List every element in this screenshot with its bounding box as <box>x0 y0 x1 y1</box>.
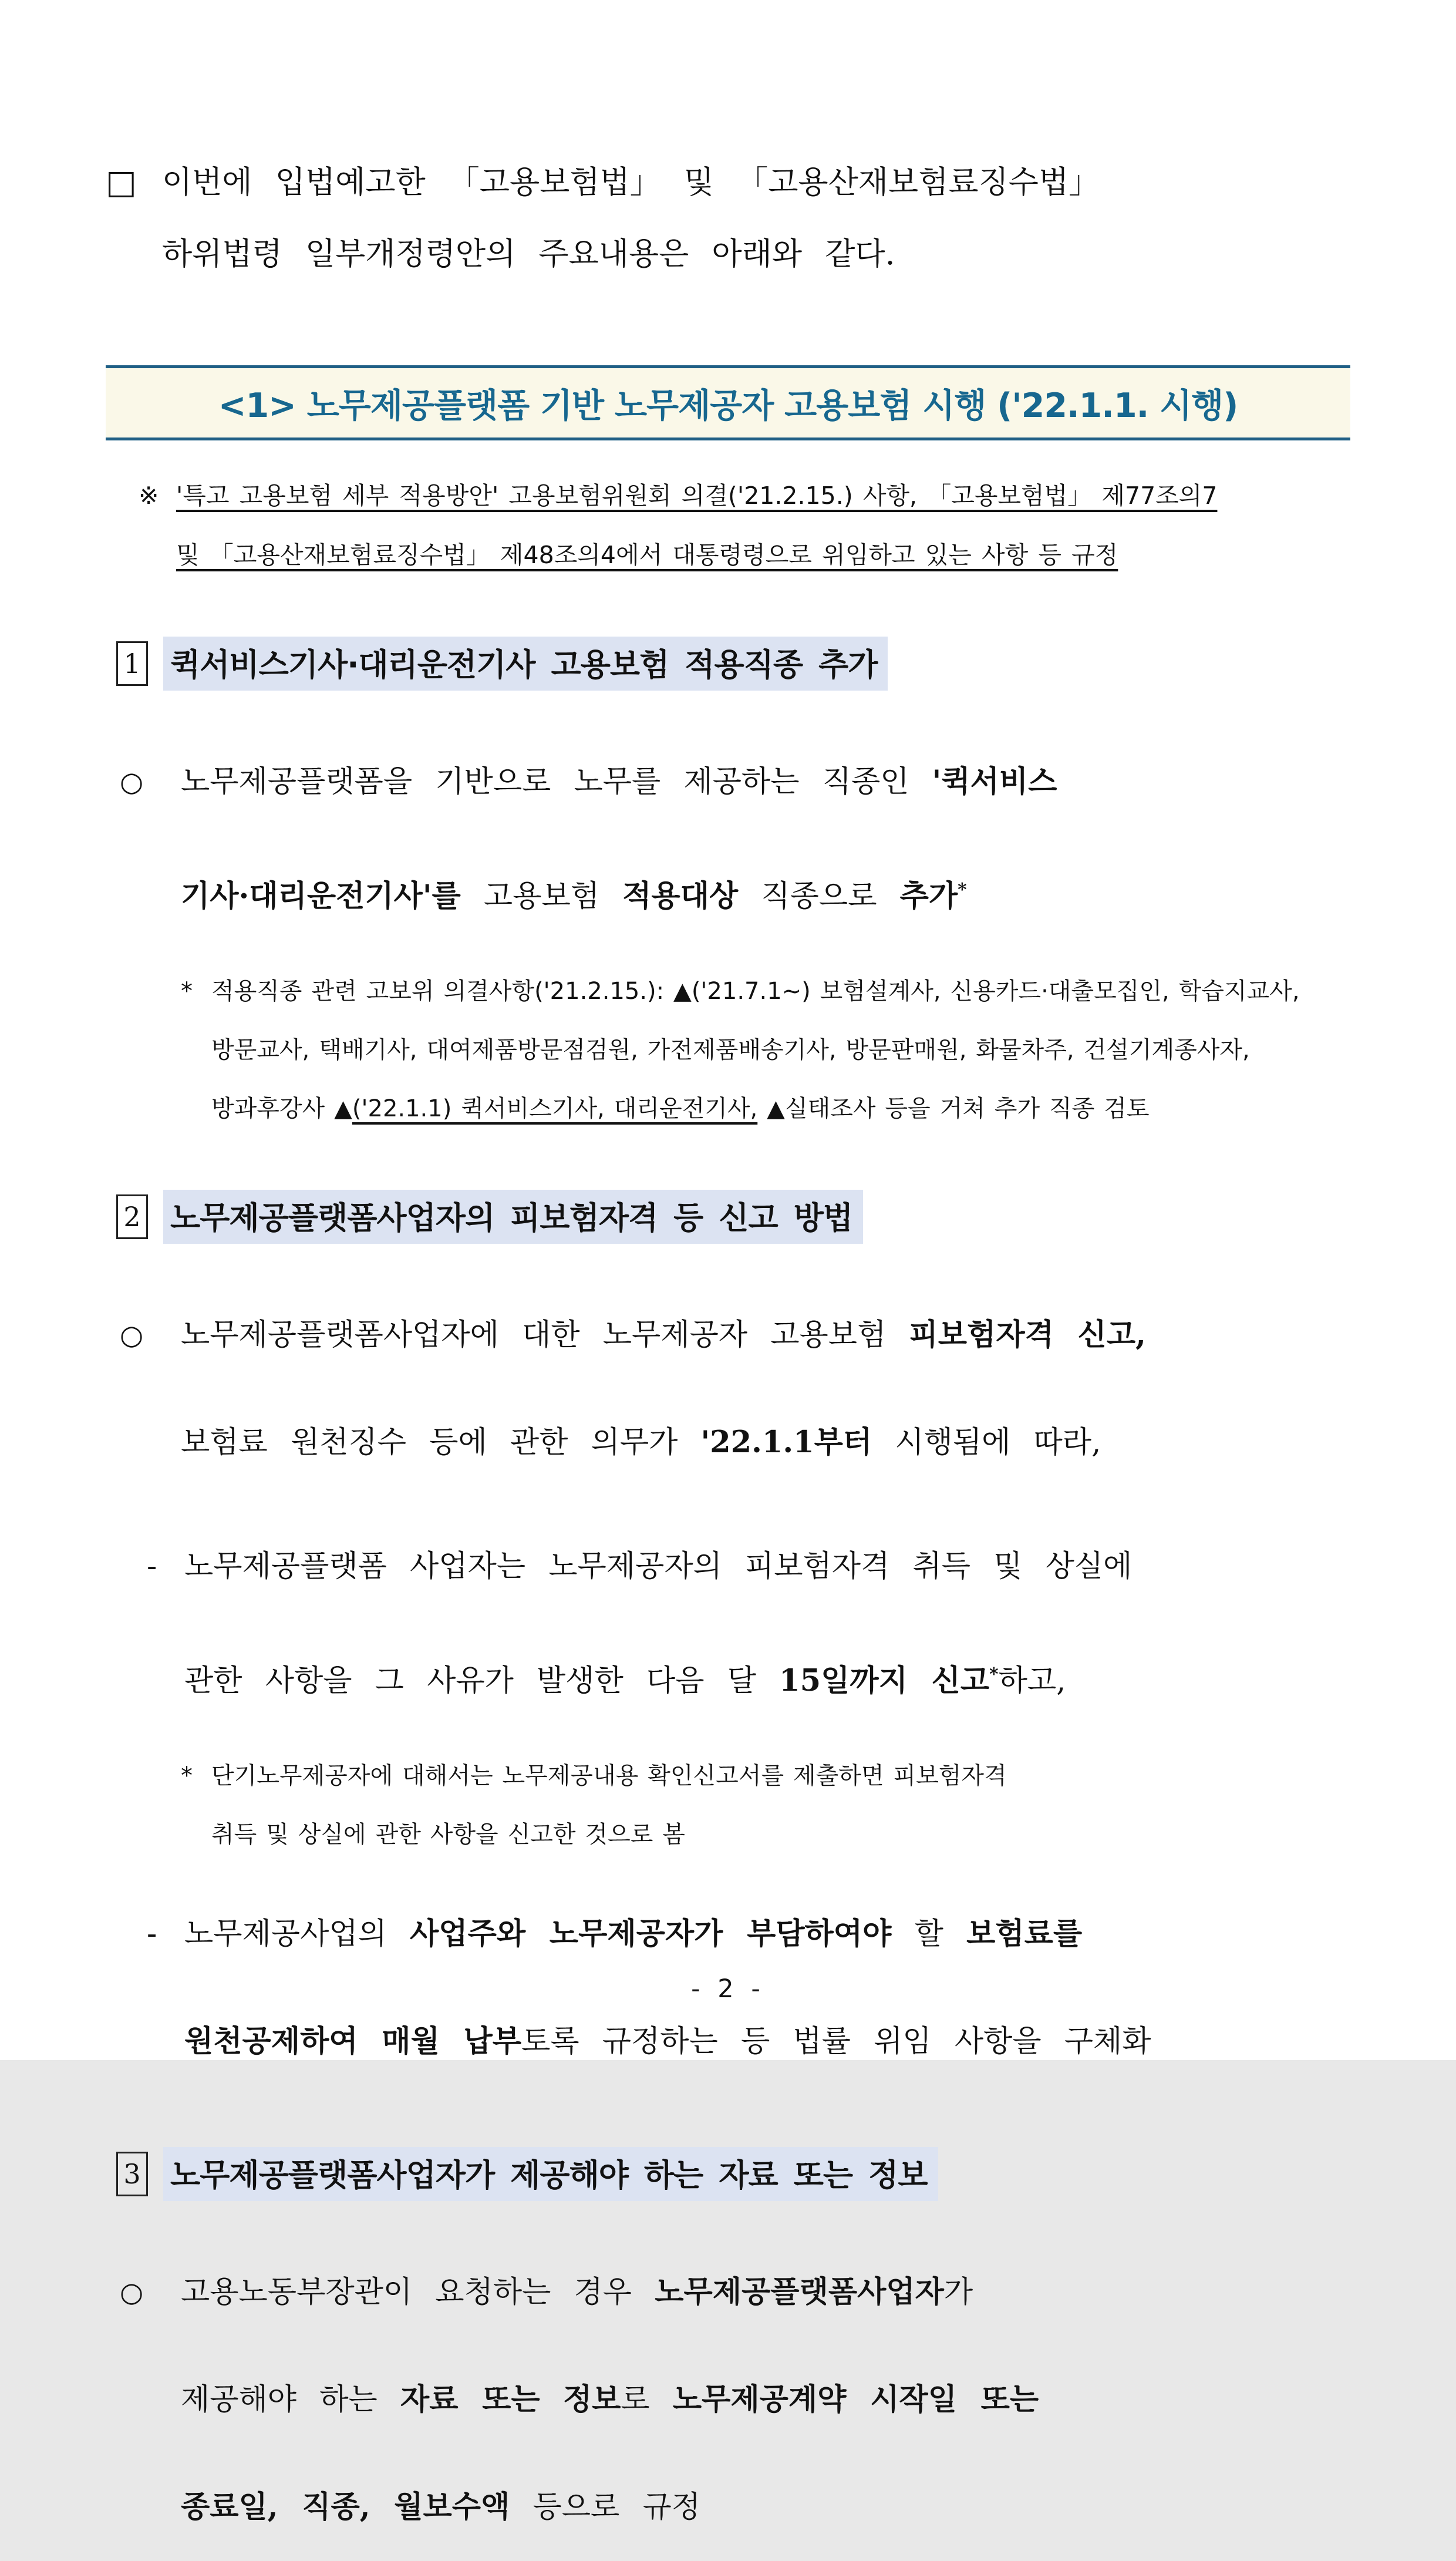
item-2-header <box>106 1190 1350 1244</box>
item-2-paragraph-text: 노무제공플랫폼사업자에 대한 노무제공자 고용보험 피보험자격 신고, 보험료 원천징수 등에 관한 의무가 '22.1.1부터 시행됨에 따라, <box>181 1317 1146 1460</box>
asterisk-icon: * <box>181 978 193 1005</box>
item-1-title: 퀵서비스기사·대리운전기사 고용보험 적용직종 추가 <box>163 637 888 691</box>
section-note-text: '특고 고용보험 세부 적용방안' 고용보험위원회 의결('21.2.15.) 사항, 「고용보험법」 제77조의7 및 「고용산재보험료징수법」 제48조의4에서 대통령령으로 위임하고 있는 사항 등 규정 <box>176 482 1218 569</box>
item-3-number-box: 3 <box>116 2152 148 2196</box>
item-2-sub-paragraph-1 <box>106 1513 1350 1735</box>
item-1-paragraph-text: 노무제공플랫폼을 기반으로 노무를 제공하는 직종인 '퀵서비스 기사·대리운전기사'를 고용보험 적용대상 직종으로 추가* <box>181 764 1057 914</box>
item-1-paragraph <box>106 728 1350 950</box>
item-2-number-box: 2 <box>116 1194 148 1239</box>
item-2-footnote <box>106 1746 1350 1864</box>
circle-bullet-icon: ○ <box>120 1319 144 1351</box>
section-note <box>106 466 1350 585</box>
dash-bullet-icon: - <box>147 1917 157 1951</box>
square-bullet-icon: □ <box>106 163 137 201</box>
reference-mark-icon: ※ <box>139 482 159 510</box>
item-3-header <box>106 2147 1350 2201</box>
item-3-paragraph <box>106 2239 1350 2561</box>
item-2-title: 노무제공플랫폼사업자의 피보험자격 등 신고 방법 <box>163 1190 863 1244</box>
item-1-number-box: 1 <box>116 641 148 686</box>
page-number: - 2 - <box>691 1974 765 2004</box>
intro-paragraph <box>106 147 1350 290</box>
item-3-paragraph-text: 고용노동부장관이 요청하는 경우 노무제공플랫폼사업자가 제공해야 하는 자료 또는 정보로 노무제공계약 시작일 또는 종료일, 직종, 월보수액 등으로 규정 <box>181 2274 1039 2525</box>
dash-bullet-icon: - <box>147 1549 157 1584</box>
asterisk-icon: * <box>181 1762 193 1789</box>
item-2-paragraph <box>106 1281 1350 1496</box>
item-1-header <box>106 637 1350 691</box>
circle-bullet-icon: ○ <box>120 2276 144 2308</box>
section-header: <1> 노무제공플랫폼 기반 노무제공자 고용보험 시행 ('22.1.1. 시행) <box>106 365 1350 440</box>
item-1-footnote-text: 적용직종 관련 고보위 의결사항('21.2.15.): ▲('21.7.1~) 보험설계사, 신용카드·대출모집인, 학습지교사, 방문교사, 택배기사, 대여제품방문점검원, 가전제품배송기사, 방문판매원, 화물차주, 건설기계종사자, 방과후강사 ▲('22.1.1) 퀵서비스기사, 대리운전기사, ▲실태조사 등을 거쳐 추가 직종 검토 <box>211 978 1300 1122</box>
item-2-footnote-text: 단기노무제공자에 대해서는 노무제공내용 확인신고서를 제출하면 피보험자격 취득 및 상실에 관한 사항을 신고한 것으로 봄 <box>211 1762 1007 1848</box>
item-3-title: 노무제공플랫폼사업자가 제공해야 하는 자료 또는 정보 <box>163 2147 938 2201</box>
intro-text: 이번에 입법예고한 「고용보험법」 및 「고용산재보험료징수법」 하위법령 일부개정령안의 주요내용은 아래와 같다. <box>162 164 1100 272</box>
circle-bullet-icon: ○ <box>120 766 144 797</box>
item-1-footnote <box>106 962 1350 1138</box>
item-2-sub-paragraph-1-text: 노무제공플랫폼 사업자는 노무제공자의 피보험자격 취득 및 상실에 관한 사항을 그 사유가 발생한 다음 달 15일까지 신고*하고, <box>184 1549 1133 1698</box>
item-2-sub-paragraph-2-text: 노무제공사업의 사업주와 노무제공자가 부담하여야 할 보험료를 원천공제하여 매월 납부토록 규정하는 등 법률 위임 사항을 구체화 <box>184 1916 1151 2059</box>
